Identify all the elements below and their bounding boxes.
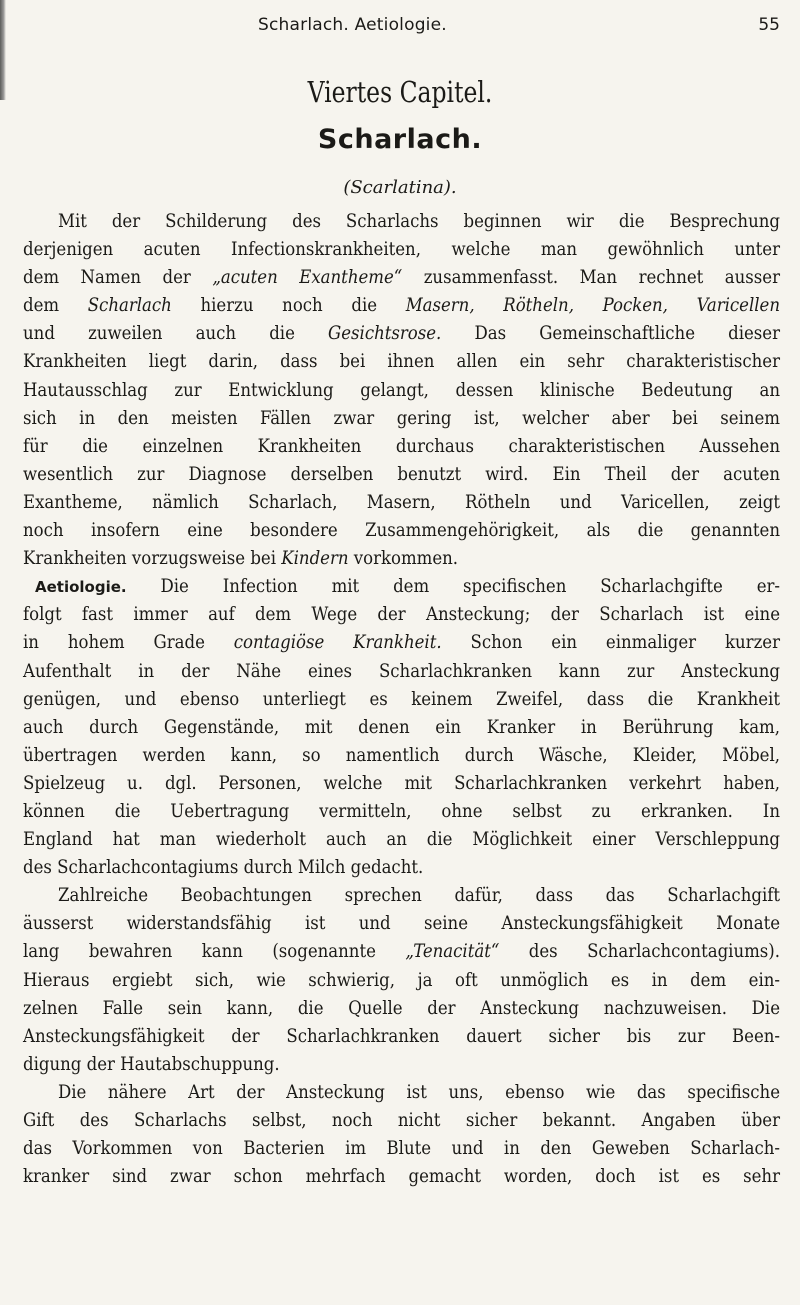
text-line: derjenigen acuten Infectionskrankheiten, welche man gewöhnlich unter — [23, 239, 780, 261]
text-line: lang bewahren kann (sogenannte „Tenacität“ des Scharlachcontagiums). — [23, 941, 780, 963]
emphasis: Kindern — [281, 548, 349, 570]
emphasis: „Tenacität“ — [405, 941, 500, 963]
text-line: Aufenthalt in der Nähe eines Scharlachkranken kann zur Ansteckung — [23, 660, 780, 682]
text-line: Hautausschlag zur Entwicklung gelangt, dessen klinische Bedeutung an — [23, 379, 780, 401]
text-line: sich in den meisten Fällen zwar gering ist, welcher aber bei seinem — [23, 407, 780, 429]
text-line: Die nähere Art der Ansteckung ist uns, ebenso wie das specifische — [58, 1081, 780, 1103]
chapter-heading: Scharlach. — [317, 124, 483, 155]
text-line: digung der Hautabschuppung. — [23, 1053, 280, 1075]
text-line: Gift des Scharlachs selbst, noch nicht sicher bekannt. Angaben über — [23, 1110, 780, 1131]
text-line: Mit der Schilderung des Scharlachs beginnen wir die Besprechung — [58, 211, 780, 232]
page-edge-shadow — [0, 0, 6, 100]
running-title: Scharlach. Aetiologie. — [258, 15, 447, 35]
text-line: zelnen Falle sein kann, die Quelle der Ansteckung nachzuweisen. Die — [23, 997, 780, 1019]
text-line: genügen, und ebenso unterliegt es keinem Zweifel, dass die Krankheit — [23, 688, 780, 710]
text-line: wesentlich zur Diagnose derselben benutzt wird. Ein Theil der acuten — [23, 463, 780, 485]
text-line: für die einzelnen Krankheiten durchaus charakteristischen Aussehen — [23, 435, 780, 457]
text-line: dem Namen der „acuten Exantheme“ zusammenfasst. Man rechnet ausser — [23, 267, 780, 289]
text-line: in hohem Grade contagiöse Krankheit. Schon ein einmaliger kurzer — [23, 632, 780, 654]
text-line: noch insofern eine besondere Zusammengehörigkeit, als die genannten — [23, 520, 780, 542]
text-line: Krankheiten liegt darin, dass bei ihnen allen ein sehr charakteristischer — [23, 351, 780, 373]
page-number: 55 — [758, 15, 780, 35]
text-line: auch durch Gegenstände, mit denen ein Kranker in Berührung kam, — [23, 716, 780, 738]
side-heading: Aetiologie. — [35, 578, 127, 597]
text-line: äusserst widerstandsfähig ist und seine Ansteckungsfähigkeit Monate — [23, 913, 780, 935]
text-line: Spielzeug u. dgl. Personen, welche mit Scharlachkranken verkehrt haben, — [23, 772, 780, 794]
text-line: folgt fast immer auf dem Wege der Ansteckung; der Scharlach ist eine — [23, 604, 780, 626]
text-line: Hieraus ergiebt sich, wie schwierig, ja oft unmöglich es in dem ein- — [23, 969, 780, 991]
text-line: das Vorkommen von Bacterien im Blute und in den Geweben Scharlach- — [23, 1138, 780, 1160]
text-line: können die Uebertragung vermitteln, ohne selbst zu erkranken. In — [23, 800, 780, 822]
text-line: und zuweilen auch die Gesichtsrose. Das Gemeinschaftliche dieser — [23, 323, 780, 345]
text-line: des Scharlachcontagiums durch Milch gedacht. — [23, 857, 424, 879]
emphasis: Scharlach — [87, 295, 172, 317]
chapter-number-title: Viertes Capitel. — [307, 75, 493, 109]
text-line: kranker sind zwar schon mehrfach gemacht worden, doch ist es sehr — [23, 1166, 780, 1188]
running-head — [258, 15, 453, 35]
text-line: übertragen werden kann, so namentlich durch Wäsche, Kleider, Möbel, — [23, 744, 780, 766]
chapter-subheading: (Scarlatina). — [343, 177, 457, 198]
text-line: Krankheiten vorzugsweise bei Kindern vorkommen. — [23, 548, 459, 570]
text-line: Aetiologie. Die Infection mit dem specifischen Scharlachgifte er- — [35, 576, 780, 598]
text-line: dem Scharlach hierzu noch die Masern, Rötheln, Pocken, Varicellen — [23, 295, 780, 317]
text-line: Zahlreiche Beobachtungen sprechen dafür, dass das Scharlachgift — [58, 885, 780, 907]
emphasis: Masern, Rötheln, Pocken, Varicellen — [405, 295, 780, 317]
emphasis: Gesichtsrose. — [328, 323, 442, 345]
emphasis: contagiöse Krankheit. — [233, 632, 442, 654]
emphasis: „acuten Exantheme“ — [212, 267, 403, 289]
text-line: Exantheme, nämlich Scharlach, Masern, Rötheln und Varicellen, zeigt — [23, 491, 780, 513]
text-line: England hat man wiederholt auch an die Möglichkeit einer Verschleppung — [23, 829, 780, 851]
body-text — [23, 208, 780, 1191]
text-line: Ansteckungsfähigkeit der Scharlachkranken dauert sicher bis zur Been- — [23, 1025, 780, 1047]
